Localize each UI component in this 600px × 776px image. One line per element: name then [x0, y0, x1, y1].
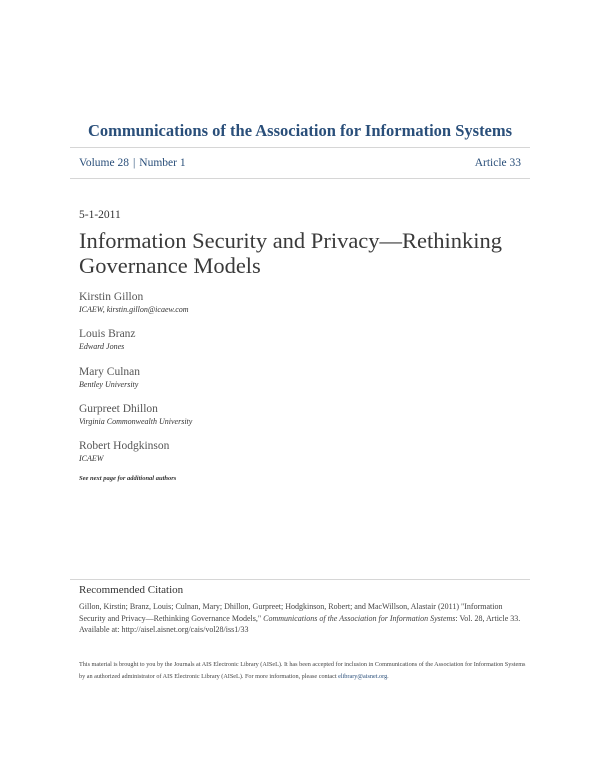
- citation-details: : Vol. 28, Article 33.: [455, 613, 521, 623]
- citation-divider: [70, 579, 530, 580]
- author-affiliation: Bentley University: [79, 380, 139, 389]
- author-name[interactable]: Robert Hodgkinson: [79, 440, 170, 452]
- recommended-citation-text: [79, 601, 529, 636]
- number-link[interactable]: Number 1: [139, 157, 186, 169]
- citation-available-link[interactable]: Available at: http://aisel.aisnet.org/cais/vol28/iss1/33: [79, 625, 249, 634]
- author-affiliation: ICAEW: [79, 454, 104, 463]
- journal-title[interactable]: Communications of the Association for Information Systems: [87, 121, 513, 140]
- author-block: [79, 402, 519, 428]
- footer-end: .: [387, 672, 389, 680]
- author-name[interactable]: Gurpreet Dhillon: [79, 403, 158, 415]
- author-block: [79, 365, 519, 391]
- author-name[interactable]: Mary Culnan: [79, 366, 141, 378]
- volume-link[interactable]: Volume 28: [79, 157, 129, 169]
- author-affiliation: Virginia Commonwealth University: [79, 417, 193, 426]
- citation-journal: Communications of the Association for Information Systems: [263, 613, 456, 623]
- author-block: [79, 290, 519, 316]
- author-affiliation: ICAEW, kirstin.gillon@icaew.com: [79, 305, 189, 314]
- see-next-page-note: See next page for additional authors: [79, 475, 177, 482]
- middle-divider: [70, 178, 530, 179]
- author-name[interactable]: Kirstin Gillon: [79, 291, 144, 303]
- author-affiliation: Edward Jones: [79, 342, 125, 351]
- paper-title[interactable]: Information Security and Privacy—Rethinking Governance Models: [79, 228, 503, 278]
- volume-separator: |: [132, 157, 136, 169]
- contact-email-link[interactable]: elibrary@aisnet.org: [338, 672, 388, 680]
- top-divider: [70, 147, 530, 148]
- author-block: [79, 327, 519, 353]
- volume-line: [79, 157, 521, 169]
- article-link[interactable]: Article 33: [474, 157, 521, 169]
- publication-date: 5-1-2011: [79, 209, 121, 221]
- author-name[interactable]: Louis Branz: [79, 328, 136, 340]
- footer-note: [79, 659, 529, 682]
- author-block: [79, 439, 519, 465]
- recommended-citation-heading: Recommended Citation: [79, 584, 184, 596]
- footer-text: This material is brought to you by the Journals at AIS Electronic Library (AISeL). It has been accepted for inclusion in Communications of the Association for Information Systems by an authorized administrator of AIS Electronic Library (AISeL). For more information, please contact: [79, 661, 526, 680]
- citation-authors: Gillon, Kirstin; Branz, Louis; Culnan, Mary; Dhillon, Gurpreet; Hodgkinson, Robert; and MacWillson, Alastair (2011) "Information Security and Privacy—Rethinking Governance Models,": [79, 602, 503, 623]
